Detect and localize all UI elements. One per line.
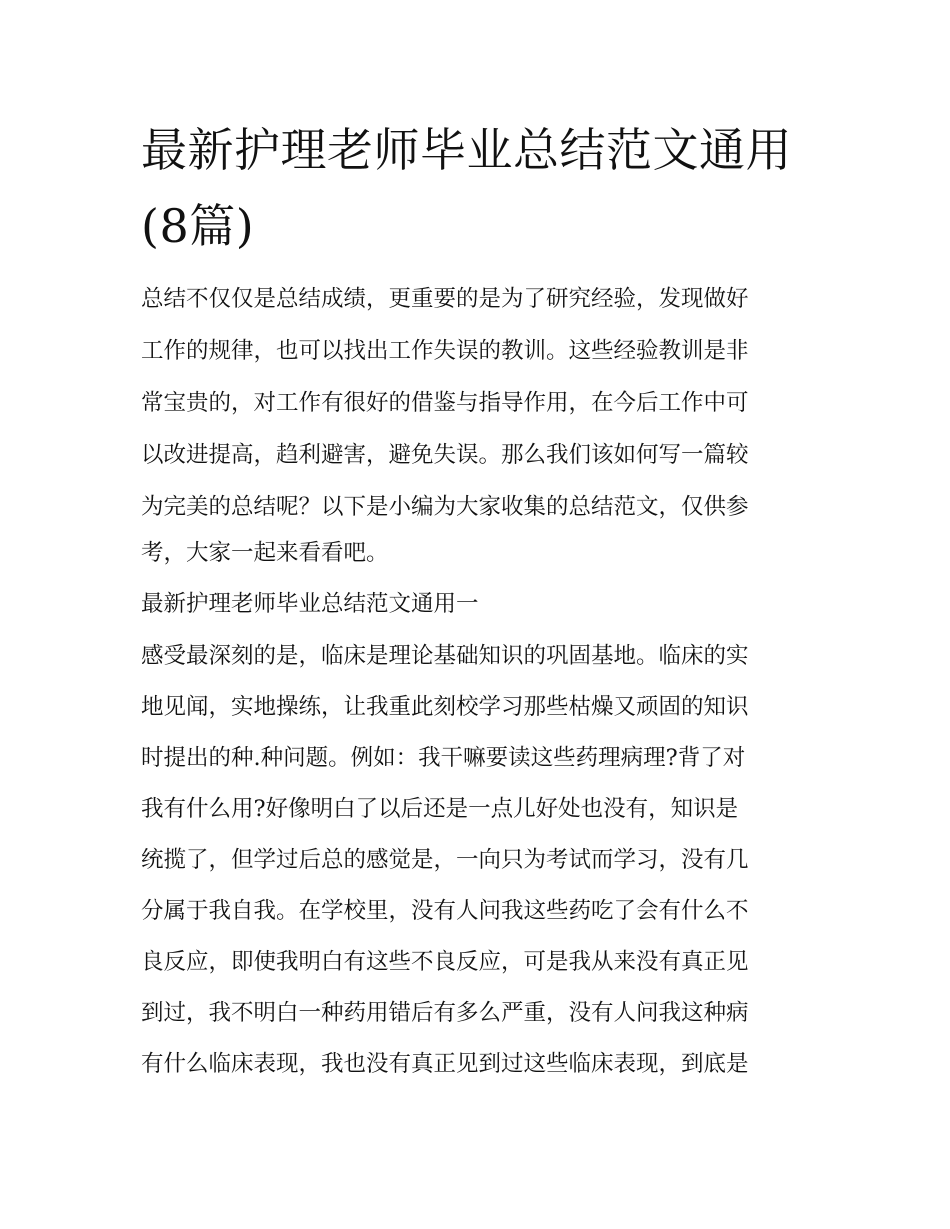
intro-line: 考，大家一起来看看吧。 (141, 540, 389, 566)
document-title: 最新护理老师毕业总结范文通用(8篇) (141, 123, 792, 253)
section-line: 感受最深刻的是，临床是理论基础知识的巩固基地。临床的实 (141, 643, 749, 669)
intro-line: 为完美的总结呢？以下是小编为大家收集的总结范文，仅供参 (141, 494, 749, 520)
intro-line: 总结不仅仅是总结成绩，更重要的是为了研究经验，发现做好 (141, 286, 749, 312)
section-line: 统揽了，但学过后总的感觉是，一向只为考试而学习，没有几 (141, 847, 749, 873)
section-line: 有什么临床表现，我也没有真正见到过这些临床表现，到底是 (141, 1051, 749, 1077)
intro-line: 常宝贵的，对工作有很好的借鉴与指导作用，在今后工作中可 (141, 390, 749, 416)
intro-line: 工作的规律，也可以找出工作失误的教训。这些经验教训是非 (141, 338, 749, 364)
section-line: 到过，我不明白一种药用错后有多么严重，没有人问我这种病 (141, 1000, 749, 1026)
section-line: 时提出的种.种问题。例如：我干嘛要读这些药理病理?背了对 (141, 745, 746, 771)
section-heading: 最新护理老师毕业总结范文通用一 (141, 591, 479, 617)
section-line: 良反应，即使我明白有这些不良反应，可是我从来没有真正见 (141, 949, 749, 975)
section-line: 我有什么用?好像明白了以后还是一点儿好处也没有，知识是 (141, 796, 739, 822)
section-line: 地见闻，实地操练，让我重此刻校学习那些枯燥又顽固的知识 (141, 694, 749, 720)
intro-line: 以改进提高，趋利避害，避免失误。那么我们该如何写一篇较 (141, 442, 749, 468)
section-line: 分属于我自我。在学校里，没有人问我这些药吃了会有什么不 (141, 898, 749, 924)
